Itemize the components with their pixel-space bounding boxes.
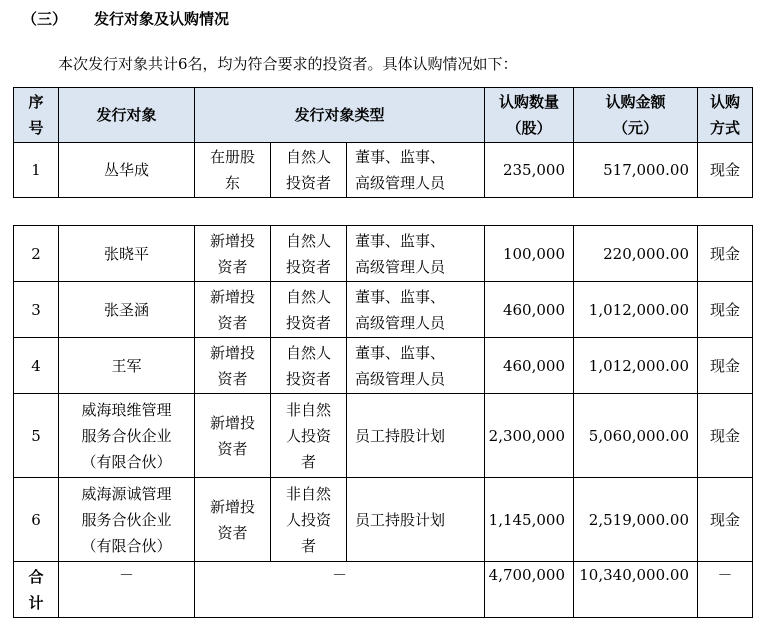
table-row: [14, 143, 753, 198]
subscription-table-body-part: [13, 225, 753, 618]
row-type-holder: 在册股 东: [195, 143, 271, 198]
row-amount: 2,519,000.00: [574, 478, 698, 562]
row-seq: 2: [14, 226, 59, 282]
header-amount: 认购金额 （元）: [574, 88, 698, 143]
row-method: 现金: [698, 282, 753, 338]
row-type-person: 自然人 投资者: [271, 338, 347, 394]
row-shares: 460,000: [485, 282, 574, 338]
row-type-role: 董事、监事、 高级管理人员: [347, 143, 485, 198]
header-type: 发行对象类型: [195, 88, 485, 143]
row-type-person: 自然人 投资者: [271, 143, 347, 198]
row-type-holder: 新增投 资者: [195, 478, 271, 562]
section-number: （三）: [22, 10, 68, 28]
total-row: [14, 562, 753, 618]
row-seq: 5: [14, 394, 59, 478]
header-method: 认购 方式: [698, 88, 753, 143]
total-shares: 4,700,000: [485, 562, 574, 618]
row-type-role: 员工持股计划: [347, 394, 485, 478]
row-type-holder: 新增投 资者: [195, 226, 271, 282]
row-method: 现金: [698, 338, 753, 394]
table-row: [14, 282, 753, 338]
intro-paragraph: 本次发行对象共计6名，均为符合要求的投资者。具体认购情况如下：: [58, 55, 518, 73]
header-seq: 序 号: [14, 88, 59, 143]
row-seq: 3: [14, 282, 59, 338]
row-method: 现金: [698, 143, 753, 198]
row-name: 张圣涵: [59, 282, 195, 338]
total-type: －: [195, 562, 485, 618]
section-title: 发行对象及认购情况: [94, 10, 230, 28]
row-amount: 5,060,000.00: [574, 394, 698, 478]
row-name: 威海源诚管理 服务合伙企业 （有限合伙）: [59, 478, 195, 562]
row-shares: 2,300,000: [485, 394, 574, 478]
row-name: 威海琅维管理 服务合伙企业 （有限合伙）: [59, 394, 195, 478]
row-type-role: 董事、监事、 高级管理人员: [347, 282, 485, 338]
row-shares: 100,000: [485, 226, 574, 282]
row-shares: 1,145,000: [485, 478, 574, 562]
total-amount: 10,340,000.00: [574, 562, 698, 618]
row-name: 张晓平: [59, 226, 195, 282]
row-type-holder: 新增投 资者: [195, 282, 271, 338]
row-name: 丛华成: [59, 143, 195, 198]
row-amount: 220,000.00: [574, 226, 698, 282]
row-seq: 1: [14, 143, 59, 198]
row-amount: 1,012,000.00: [574, 282, 698, 338]
table-row: [14, 338, 753, 394]
row-seq: 6: [14, 478, 59, 562]
row-amount: 1,012,000.00: [574, 338, 698, 394]
row-type-person: 非自然 人投资 者: [271, 394, 347, 478]
total-name: －: [59, 562, 195, 618]
row-method: 现金: [698, 226, 753, 282]
header-shares: 认购数量 （股）: [485, 88, 574, 143]
row-type-person: 自然人 投资者: [271, 282, 347, 338]
table-row: [14, 226, 753, 282]
row-type-holder: 新增投 资者: [195, 394, 271, 478]
row-amount: 517,000.00: [574, 143, 698, 198]
row-type-role: 董事、监事、 高级管理人员: [347, 338, 485, 394]
total-method: －: [698, 562, 753, 618]
row-type-person: 自然人 投资者: [271, 226, 347, 282]
header-row: [14, 88, 753, 143]
row-type-person: 非自然 人投资 者: [271, 478, 347, 562]
table-row: [14, 478, 753, 562]
row-method: 现金: [698, 394, 753, 478]
section-heading: [22, 8, 229, 29]
subscription-table-header-part: [13, 87, 753, 198]
table-row: [14, 394, 753, 478]
row-name: 王军: [59, 338, 195, 394]
row-seq: 4: [14, 338, 59, 394]
total-label: 合 计: [14, 562, 59, 618]
row-shares: 235,000: [485, 143, 574, 198]
row-type-holder: 新增投 资者: [195, 338, 271, 394]
row-type-role: 董事、监事、 高级管理人员: [347, 226, 485, 282]
row-shares: 460,000: [485, 338, 574, 394]
row-method: 现金: [698, 478, 753, 562]
row-type-role: 员工持股计划: [347, 478, 485, 562]
header-name: 发行对象: [59, 88, 195, 143]
